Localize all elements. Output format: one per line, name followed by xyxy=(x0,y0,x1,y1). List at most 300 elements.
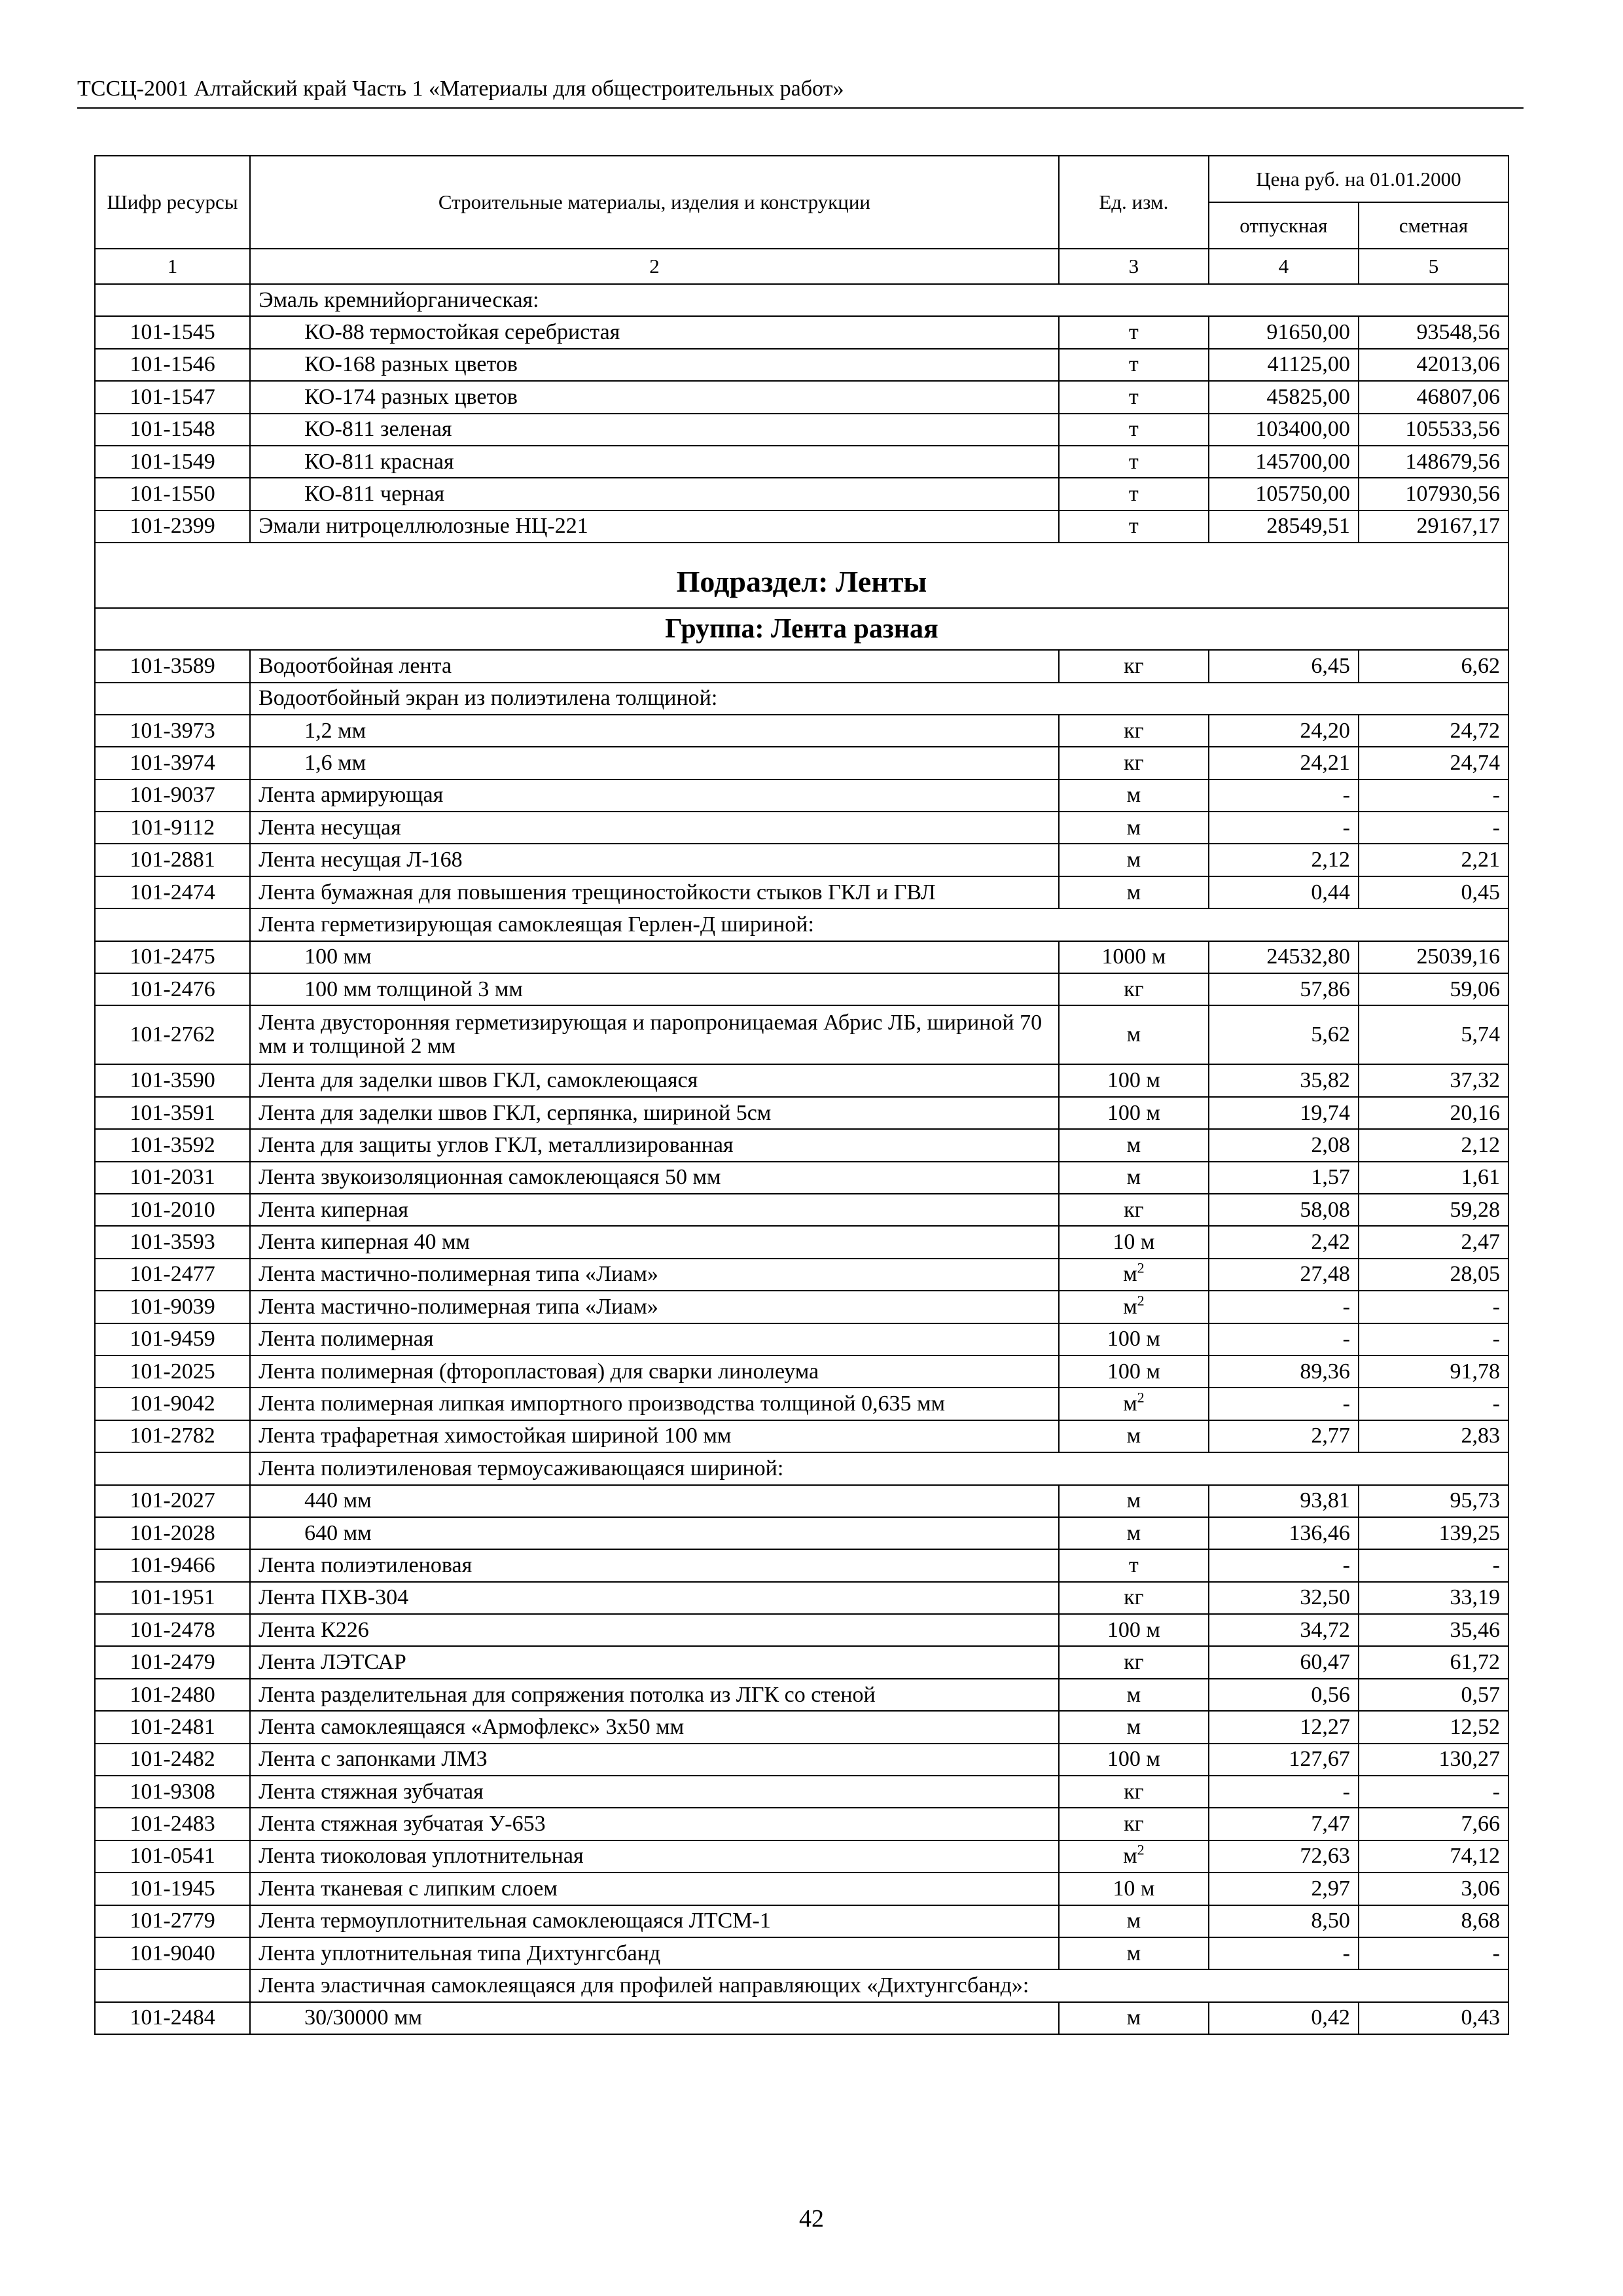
row-estimate-price: 3,06 xyxy=(1359,1873,1508,1905)
table-row xyxy=(95,1129,1508,1161)
row-estimate-price: 130,27 xyxy=(1359,1744,1508,1776)
row-name: Лента мастично-полимерная типа «Лиам» xyxy=(250,1291,1059,1323)
row-code: 101-0541 xyxy=(95,1840,250,1873)
row-name: 1,6 мм xyxy=(250,747,1059,779)
row-release-price: - xyxy=(1209,1776,1359,1808)
table-row xyxy=(95,316,1508,348)
row-estimate-price: - xyxy=(1359,1323,1508,1355)
row-name: Лента полимерная xyxy=(250,1323,1059,1355)
row-estimate-price: 2,47 xyxy=(1359,1226,1508,1258)
row-estimate-price: 0,57 xyxy=(1359,1679,1508,1711)
page-number: 42 xyxy=(799,2205,824,2233)
row-code: 101-3590 xyxy=(95,1064,250,1096)
table-row xyxy=(95,1388,1508,1420)
row-unit: м xyxy=(1059,1485,1209,1517)
row-estimate-price: 6,62 xyxy=(1359,650,1508,682)
row-release-price: 103400,00 xyxy=(1209,414,1359,446)
row-code: 101-1550 xyxy=(95,478,250,510)
row-estimate-price: 148679,56 xyxy=(1359,446,1508,478)
row-unit: 10 м xyxy=(1059,1226,1209,1258)
group-label: Лента эластичная самоклеящаяся для профилей направляющих «Дихтунгсбанд»: xyxy=(250,1969,1508,2001)
group-label: Водоотбойный экран из полиэтилена толщиной: xyxy=(250,683,1508,715)
row-name: Лента двусторонняя герметизирующая и паропроницаемая Абрис ЛБ, шириной 70 мм и толщиной 2 мм xyxy=(250,1005,1059,1064)
row-release-price: 105750,00 xyxy=(1209,478,1359,510)
row-release-price: 32,50 xyxy=(1209,1582,1359,1614)
row-estimate-price: 95,73 xyxy=(1359,1485,1508,1517)
row-release-price: 0,56 xyxy=(1209,1679,1359,1711)
col-price-header: Цена руб. на 01.01.2000 xyxy=(1209,156,1508,202)
row-release-price: 91650,00 xyxy=(1209,316,1359,348)
row-estimate-price: 0,43 xyxy=(1359,2002,1508,2034)
group-heading-row xyxy=(95,608,1508,650)
row-name: Лента стяжная зубчатая xyxy=(250,1776,1059,1808)
row-code: 101-1549 xyxy=(95,446,250,478)
row-unit: м xyxy=(1059,1162,1209,1194)
table-header-row xyxy=(95,156,1508,202)
row-unit: 100 м xyxy=(1059,1323,1209,1355)
row-estimate-price: 107930,56 xyxy=(1359,478,1508,510)
table-row xyxy=(95,780,1508,812)
row-release-price: 2,42 xyxy=(1209,1226,1359,1258)
row-release-price: - xyxy=(1209,1549,1359,1581)
row-unit: 100 м xyxy=(1059,1744,1209,1776)
row-code: 101-2483 xyxy=(95,1808,250,1840)
row-estimate-price: 24,72 xyxy=(1359,715,1508,747)
group-heading: Группа: Лента разная xyxy=(95,608,1508,650)
group-label: Эмаль кремнийорганическая: xyxy=(250,284,1508,316)
row-code: 101-3592 xyxy=(95,1129,250,1161)
row-release-price: 24,20 xyxy=(1209,715,1359,747)
row-unit: м xyxy=(1059,2002,1209,2034)
row-name: КО-811 зеленая xyxy=(250,414,1059,446)
row-estimate-price: 2,21 xyxy=(1359,844,1508,876)
row-name: Лента ПХВ-304 xyxy=(250,1582,1059,1614)
table-row xyxy=(95,1420,1508,1452)
row-estimate-price: 24,74 xyxy=(1359,747,1508,779)
row-name: Лента армирующая xyxy=(250,780,1059,812)
row-unit: кг xyxy=(1059,973,1209,1005)
group-label-row xyxy=(95,1452,1508,1484)
table-row xyxy=(95,1485,1508,1517)
row-name: Лента несущая Л-168 xyxy=(250,844,1059,876)
page-header: ТССЦ-2001 Алтайский край Часть 1 «Материалы для общестроительных работ» xyxy=(77,75,1524,109)
row-code: 101-3974 xyxy=(95,747,250,779)
table-row xyxy=(95,1291,1508,1323)
row-estimate-price: 2,12 xyxy=(1359,1129,1508,1161)
row-name: Лента с запонками ЛМЗ xyxy=(250,1744,1059,1776)
row-estimate-price: 8,68 xyxy=(1359,1905,1508,1937)
row-code: 101-9039 xyxy=(95,1291,250,1323)
col-number: 1 xyxy=(95,249,250,284)
row-unit: кг xyxy=(1059,650,1209,682)
row-estimate-price: 25039,16 xyxy=(1359,941,1508,973)
table-row xyxy=(95,1064,1508,1096)
row-name: 640 мм xyxy=(250,1517,1059,1549)
row-release-price: 2,77 xyxy=(1209,1420,1359,1452)
unit-text: м xyxy=(1123,1844,1137,1869)
row-estimate-price: 0,45 xyxy=(1359,876,1508,908)
row-release-price: 19,74 xyxy=(1209,1097,1359,1129)
row-estimate-price: 28,05 xyxy=(1359,1259,1508,1291)
row-release-price: 34,72 xyxy=(1209,1614,1359,1646)
row-code: 101-1546 xyxy=(95,349,250,381)
row-code: 101-1951 xyxy=(95,1582,250,1614)
row-unit: м xyxy=(1059,812,1209,844)
price-table xyxy=(94,155,1509,2035)
row-unit: м xyxy=(1059,1420,1209,1452)
row-release-price: 5,62 xyxy=(1209,1005,1359,1064)
table-row xyxy=(95,511,1508,543)
row-name: Лента полимерная липкая импортного производства толщиной 0,635 мм xyxy=(250,1388,1059,1420)
row-unit xyxy=(1059,1840,1209,1873)
row-estimate-price: 12,52 xyxy=(1359,1711,1508,1743)
table-row xyxy=(95,1355,1508,1388)
row-code: 101-9459 xyxy=(95,1323,250,1355)
row-name: Лента киперная xyxy=(250,1194,1059,1226)
col-number: 5 xyxy=(1359,249,1508,284)
row-name: 100 мм толщиной 3 мм xyxy=(250,973,1059,1005)
row-code: 101-2475 xyxy=(95,941,250,973)
row-unit xyxy=(1059,1259,1209,1291)
table-row xyxy=(95,1582,1508,1614)
table-row xyxy=(95,1679,1508,1711)
square-superscript: 2 xyxy=(1137,1389,1145,1406)
table-row xyxy=(95,414,1508,446)
square-superscript: 2 xyxy=(1137,1292,1145,1309)
row-unit: 1000 м xyxy=(1059,941,1209,973)
row-release-price: 6,45 xyxy=(1209,650,1359,682)
square-superscript: 2 xyxy=(1137,1260,1145,1277)
row-estimate-price: 37,32 xyxy=(1359,1064,1508,1096)
row-code: 101-3589 xyxy=(95,650,250,682)
group-label-row xyxy=(95,1969,1508,2001)
row-name: Лента К226 xyxy=(250,1614,1059,1646)
row-code xyxy=(95,683,250,715)
table-row xyxy=(95,650,1508,682)
row-release-price: 45825,00 xyxy=(1209,381,1359,413)
row-code: 101-9037 xyxy=(95,780,250,812)
row-code: 101-2479 xyxy=(95,1646,250,1678)
row-release-price: 35,82 xyxy=(1209,1064,1359,1096)
row-name: КО-88 термостойкая серебристая xyxy=(250,316,1059,348)
row-release-price: 41125,00 xyxy=(1209,349,1359,381)
row-name: Лента для заделки швов ГКЛ, самоклеющаяся xyxy=(250,1064,1059,1096)
row-code: 101-2482 xyxy=(95,1744,250,1776)
row-unit: кг xyxy=(1059,1808,1209,1840)
row-estimate-price: 91,78 xyxy=(1359,1355,1508,1388)
table-row xyxy=(95,1711,1508,1743)
row-release-price: 127,67 xyxy=(1209,1744,1359,1776)
row-release-price: - xyxy=(1209,780,1359,812)
row-release-price: 72,63 xyxy=(1209,1840,1359,1873)
row-unit xyxy=(1059,1291,1209,1323)
row-unit: м xyxy=(1059,1711,1209,1743)
row-code: 101-2010 xyxy=(95,1194,250,1226)
table-row xyxy=(95,1744,1508,1776)
row-name: 1,2 мм xyxy=(250,715,1059,747)
row-code: 101-2782 xyxy=(95,1420,250,1452)
row-estimate-price: 61,72 xyxy=(1359,1646,1508,1678)
row-code: 101-2881 xyxy=(95,844,250,876)
row-estimate-price: 29167,17 xyxy=(1359,511,1508,543)
table-row xyxy=(95,973,1508,1005)
row-code xyxy=(95,284,250,316)
square-superscript: 2 xyxy=(1137,1842,1145,1859)
row-unit: м xyxy=(1059,780,1209,812)
row-name: 440 мм xyxy=(250,1485,1059,1517)
row-name: Лента тиоколовая уплотнительная xyxy=(250,1840,1059,1873)
row-estimate-price: - xyxy=(1359,812,1508,844)
row-unit: кг xyxy=(1059,715,1209,747)
row-estimate-price: - xyxy=(1359,1549,1508,1581)
row-code: 101-9042 xyxy=(95,1388,250,1420)
row-release-price: 2,12 xyxy=(1209,844,1359,876)
row-release-price: - xyxy=(1209,1388,1359,1420)
group-label-row xyxy=(95,284,1508,316)
row-unit: кг xyxy=(1059,747,1209,779)
row-release-price: 93,81 xyxy=(1209,1485,1359,1517)
table-row xyxy=(95,1517,1508,1549)
row-code: 101-9040 xyxy=(95,1937,250,1969)
row-release-price: 27,48 xyxy=(1209,1259,1359,1291)
row-release-price: 7,47 xyxy=(1209,1808,1359,1840)
row-estimate-price: 35,46 xyxy=(1359,1614,1508,1646)
row-name: Лента трафаретная химостойкая шириной 100 мм xyxy=(250,1420,1059,1452)
row-release-price: 2,97 xyxy=(1209,1873,1359,1905)
row-estimate-price: 59,28 xyxy=(1359,1194,1508,1226)
row-code: 101-3591 xyxy=(95,1097,250,1129)
row-name: Лента бумажная для повышения трещиностойкости стыков ГКЛ и ГВЛ xyxy=(250,876,1059,908)
row-name: Лента термоуплотнительная самоклеющаяся ЛТСМ-1 xyxy=(250,1905,1059,1937)
row-code: 101-9112 xyxy=(95,812,250,844)
table-row xyxy=(95,1323,1508,1355)
col-name-header: Строительные материалы, изделия и конструкции xyxy=(250,156,1059,249)
row-unit: т xyxy=(1059,381,1209,413)
row-unit: м xyxy=(1059,1129,1209,1161)
row-release-price: 57,86 xyxy=(1209,973,1359,1005)
table-row xyxy=(95,747,1508,779)
row-code: 101-1548 xyxy=(95,414,250,446)
table-row xyxy=(95,941,1508,973)
table-row xyxy=(95,1549,1508,1581)
row-unit: т xyxy=(1059,1549,1209,1581)
row-code xyxy=(95,1969,250,2001)
row-release-price: 136,46 xyxy=(1209,1517,1359,1549)
table-row xyxy=(95,1776,1508,1808)
row-name: Лента полиэтиленовая xyxy=(250,1549,1059,1581)
table-row xyxy=(95,844,1508,876)
group-label-row xyxy=(95,683,1508,715)
table-row xyxy=(95,1005,1508,1064)
row-unit: т xyxy=(1059,511,1209,543)
table-row xyxy=(95,1097,1508,1129)
row-name: Лента самоклеящаяся «Армофлекс» 3х50 мм xyxy=(250,1711,1059,1743)
row-unit: т xyxy=(1059,478,1209,510)
row-code: 101-2028 xyxy=(95,1517,250,1549)
row-name: Лента стяжная зубчатая У-653 xyxy=(250,1808,1059,1840)
row-release-price: 89,36 xyxy=(1209,1355,1359,1388)
row-unit: м xyxy=(1059,876,1209,908)
table-row xyxy=(95,446,1508,478)
row-unit: м xyxy=(1059,1679,1209,1711)
row-name: КО-174 разных цветов xyxy=(250,381,1059,413)
row-estimate-price: - xyxy=(1359,1388,1508,1420)
row-name: Лента уплотнительная типа Дихтунгсбанд xyxy=(250,1937,1059,1969)
row-code: 101-2474 xyxy=(95,876,250,908)
table-row xyxy=(95,876,1508,908)
row-code: 101-1545 xyxy=(95,316,250,348)
col-estimate-header: сметная xyxy=(1359,202,1508,249)
row-name: КО-811 черная xyxy=(250,478,1059,510)
row-name: Лента тканевая с липким слоем xyxy=(250,1873,1059,1905)
row-name: Лента для защиты углов ГКЛ, металлизированная xyxy=(250,1129,1059,1161)
row-unit: т xyxy=(1059,414,1209,446)
row-unit: 10 м xyxy=(1059,1873,1209,1905)
row-release-price: 145700,00 xyxy=(1209,446,1359,478)
row-code: 101-9308 xyxy=(95,1776,250,1808)
table-row xyxy=(95,1905,1508,1937)
row-code: 101-2031 xyxy=(95,1162,250,1194)
table-row xyxy=(95,1840,1508,1873)
row-unit: 100 м xyxy=(1059,1064,1209,1096)
row-unit: т xyxy=(1059,446,1209,478)
row-name: Водоотбойная лента xyxy=(250,650,1059,682)
row-estimate-price: 105533,56 xyxy=(1359,414,1508,446)
row-unit: кг xyxy=(1059,1194,1209,1226)
section-heading-row xyxy=(95,543,1508,608)
col-release-header: отпускная xyxy=(1209,202,1359,249)
table-row xyxy=(95,715,1508,747)
row-unit: кг xyxy=(1059,1646,1209,1678)
unit-text: м xyxy=(1123,1262,1137,1287)
row-estimate-price: - xyxy=(1359,1937,1508,1969)
row-release-price: 8,50 xyxy=(1209,1905,1359,1937)
row-release-price: - xyxy=(1209,1323,1359,1355)
row-release-price: 24,21 xyxy=(1209,747,1359,779)
row-estimate-price: 42013,06 xyxy=(1359,349,1508,381)
row-release-price: 12,27 xyxy=(1209,1711,1359,1743)
row-name: Лента ЛЭТСАР xyxy=(250,1646,1059,1678)
row-release-price: 28549,51 xyxy=(1209,511,1359,543)
table-row xyxy=(95,381,1508,413)
row-code: 101-2478 xyxy=(95,1614,250,1646)
row-code: 101-2762 xyxy=(95,1005,250,1064)
row-name: КО-168 разных цветов xyxy=(250,349,1059,381)
row-release-price: - xyxy=(1209,812,1359,844)
row-name: КО-811 красная xyxy=(250,446,1059,478)
row-unit xyxy=(1059,1388,1209,1420)
table-row xyxy=(95,349,1508,381)
col-number: 3 xyxy=(1059,249,1209,284)
unit-text: м xyxy=(1123,1391,1137,1416)
row-estimate-price: 74,12 xyxy=(1359,1840,1508,1873)
row-unit: м xyxy=(1059,1937,1209,1969)
row-unit: 100 м xyxy=(1059,1614,1209,1646)
table-row xyxy=(95,1194,1508,1226)
row-name: 30/30000 мм xyxy=(250,2002,1059,2034)
table-row xyxy=(95,1259,1508,1291)
section-heading: Подраздел: Ленты xyxy=(95,543,1508,608)
row-unit: м xyxy=(1059,1905,1209,1937)
row-code: 101-2027 xyxy=(95,1485,250,1517)
row-estimate-price: 59,06 xyxy=(1359,973,1508,1005)
col-number: 2 xyxy=(250,249,1059,284)
row-release-price: 0,44 xyxy=(1209,876,1359,908)
row-unit: т xyxy=(1059,349,1209,381)
row-release-price: 24532,80 xyxy=(1209,941,1359,973)
row-name: Лента для заделки швов ГКЛ, серпянка, шириной 5см xyxy=(250,1097,1059,1129)
row-unit: 100 м xyxy=(1059,1355,1209,1388)
table-row xyxy=(95,1808,1508,1840)
row-code: 101-2477 xyxy=(95,1259,250,1291)
row-estimate-price: - xyxy=(1359,780,1508,812)
row-name: Лента мастично-полимерная типа «Лиам» xyxy=(250,1259,1059,1291)
row-estimate-price: 139,25 xyxy=(1359,1517,1508,1549)
row-release-price: 60,47 xyxy=(1209,1646,1359,1678)
row-code xyxy=(95,908,250,941)
row-code: 101-1547 xyxy=(95,381,250,413)
table-row xyxy=(95,478,1508,510)
row-code: 101-2779 xyxy=(95,1905,250,1937)
row-name: Лента несущая xyxy=(250,812,1059,844)
row-code: 101-1945 xyxy=(95,1873,250,1905)
row-code: 101-2484 xyxy=(95,2002,250,2034)
group-label: Лента герметизирующая самоклеящая Герлен-Д шириной: xyxy=(250,908,1508,941)
row-estimate-price: 2,83 xyxy=(1359,1420,1508,1452)
row-release-price: 2,08 xyxy=(1209,1129,1359,1161)
row-unit: м xyxy=(1059,844,1209,876)
row-estimate-price: 7,66 xyxy=(1359,1808,1508,1840)
row-release-price: 0,42 xyxy=(1209,2002,1359,2034)
row-unit: кг xyxy=(1059,1776,1209,1808)
row-unit: м xyxy=(1059,1517,1209,1549)
group-label: Лента полиэтиленовая термоусаживающаяся шириной: xyxy=(250,1452,1508,1484)
row-name: Лента звукоизоляционная самоклеющаяся 50 мм xyxy=(250,1162,1059,1194)
row-estimate-price: 46807,06 xyxy=(1359,381,1508,413)
table-row xyxy=(95,812,1508,844)
row-name: Эмали нитроцеллюлозные НЦ-221 xyxy=(250,511,1059,543)
row-code: 101-2480 xyxy=(95,1679,250,1711)
row-code: 101-9466 xyxy=(95,1549,250,1581)
row-estimate-price: 20,16 xyxy=(1359,1097,1508,1129)
table-row xyxy=(95,1873,1508,1905)
row-name: Лента полимерная (фторопластовая) для сварки линолеума xyxy=(250,1355,1059,1388)
table-row xyxy=(95,1614,1508,1646)
table-row xyxy=(95,1226,1508,1258)
row-estimate-price: - xyxy=(1359,1291,1508,1323)
table-row xyxy=(95,1162,1508,1194)
col-number: 4 xyxy=(1209,249,1359,284)
row-code: 101-2399 xyxy=(95,511,250,543)
row-code: 101-3593 xyxy=(95,1226,250,1258)
row-name: Лента разделительная для сопряжения потолка из ЛГК со стеной xyxy=(250,1679,1059,1711)
row-estimate-price: 5,74 xyxy=(1359,1005,1508,1064)
row-code: 101-3973 xyxy=(95,715,250,747)
col-code-header: Шифр ресурсы xyxy=(95,156,250,249)
col-unit-header: Ед. изм. xyxy=(1059,156,1209,249)
row-code: 101-2476 xyxy=(95,973,250,1005)
row-code: 101-2025 xyxy=(95,1355,250,1388)
row-unit: м xyxy=(1059,1005,1209,1064)
row-release-price: - xyxy=(1209,1937,1359,1969)
group-label-row xyxy=(95,908,1508,941)
row-release-price: - xyxy=(1209,1291,1359,1323)
unit-text: м xyxy=(1123,1294,1137,1319)
row-estimate-price: 93548,56 xyxy=(1359,316,1508,348)
table-row xyxy=(95,2002,1508,2034)
table-row xyxy=(95,1937,1508,1969)
row-release-price: 58,08 xyxy=(1209,1194,1359,1226)
